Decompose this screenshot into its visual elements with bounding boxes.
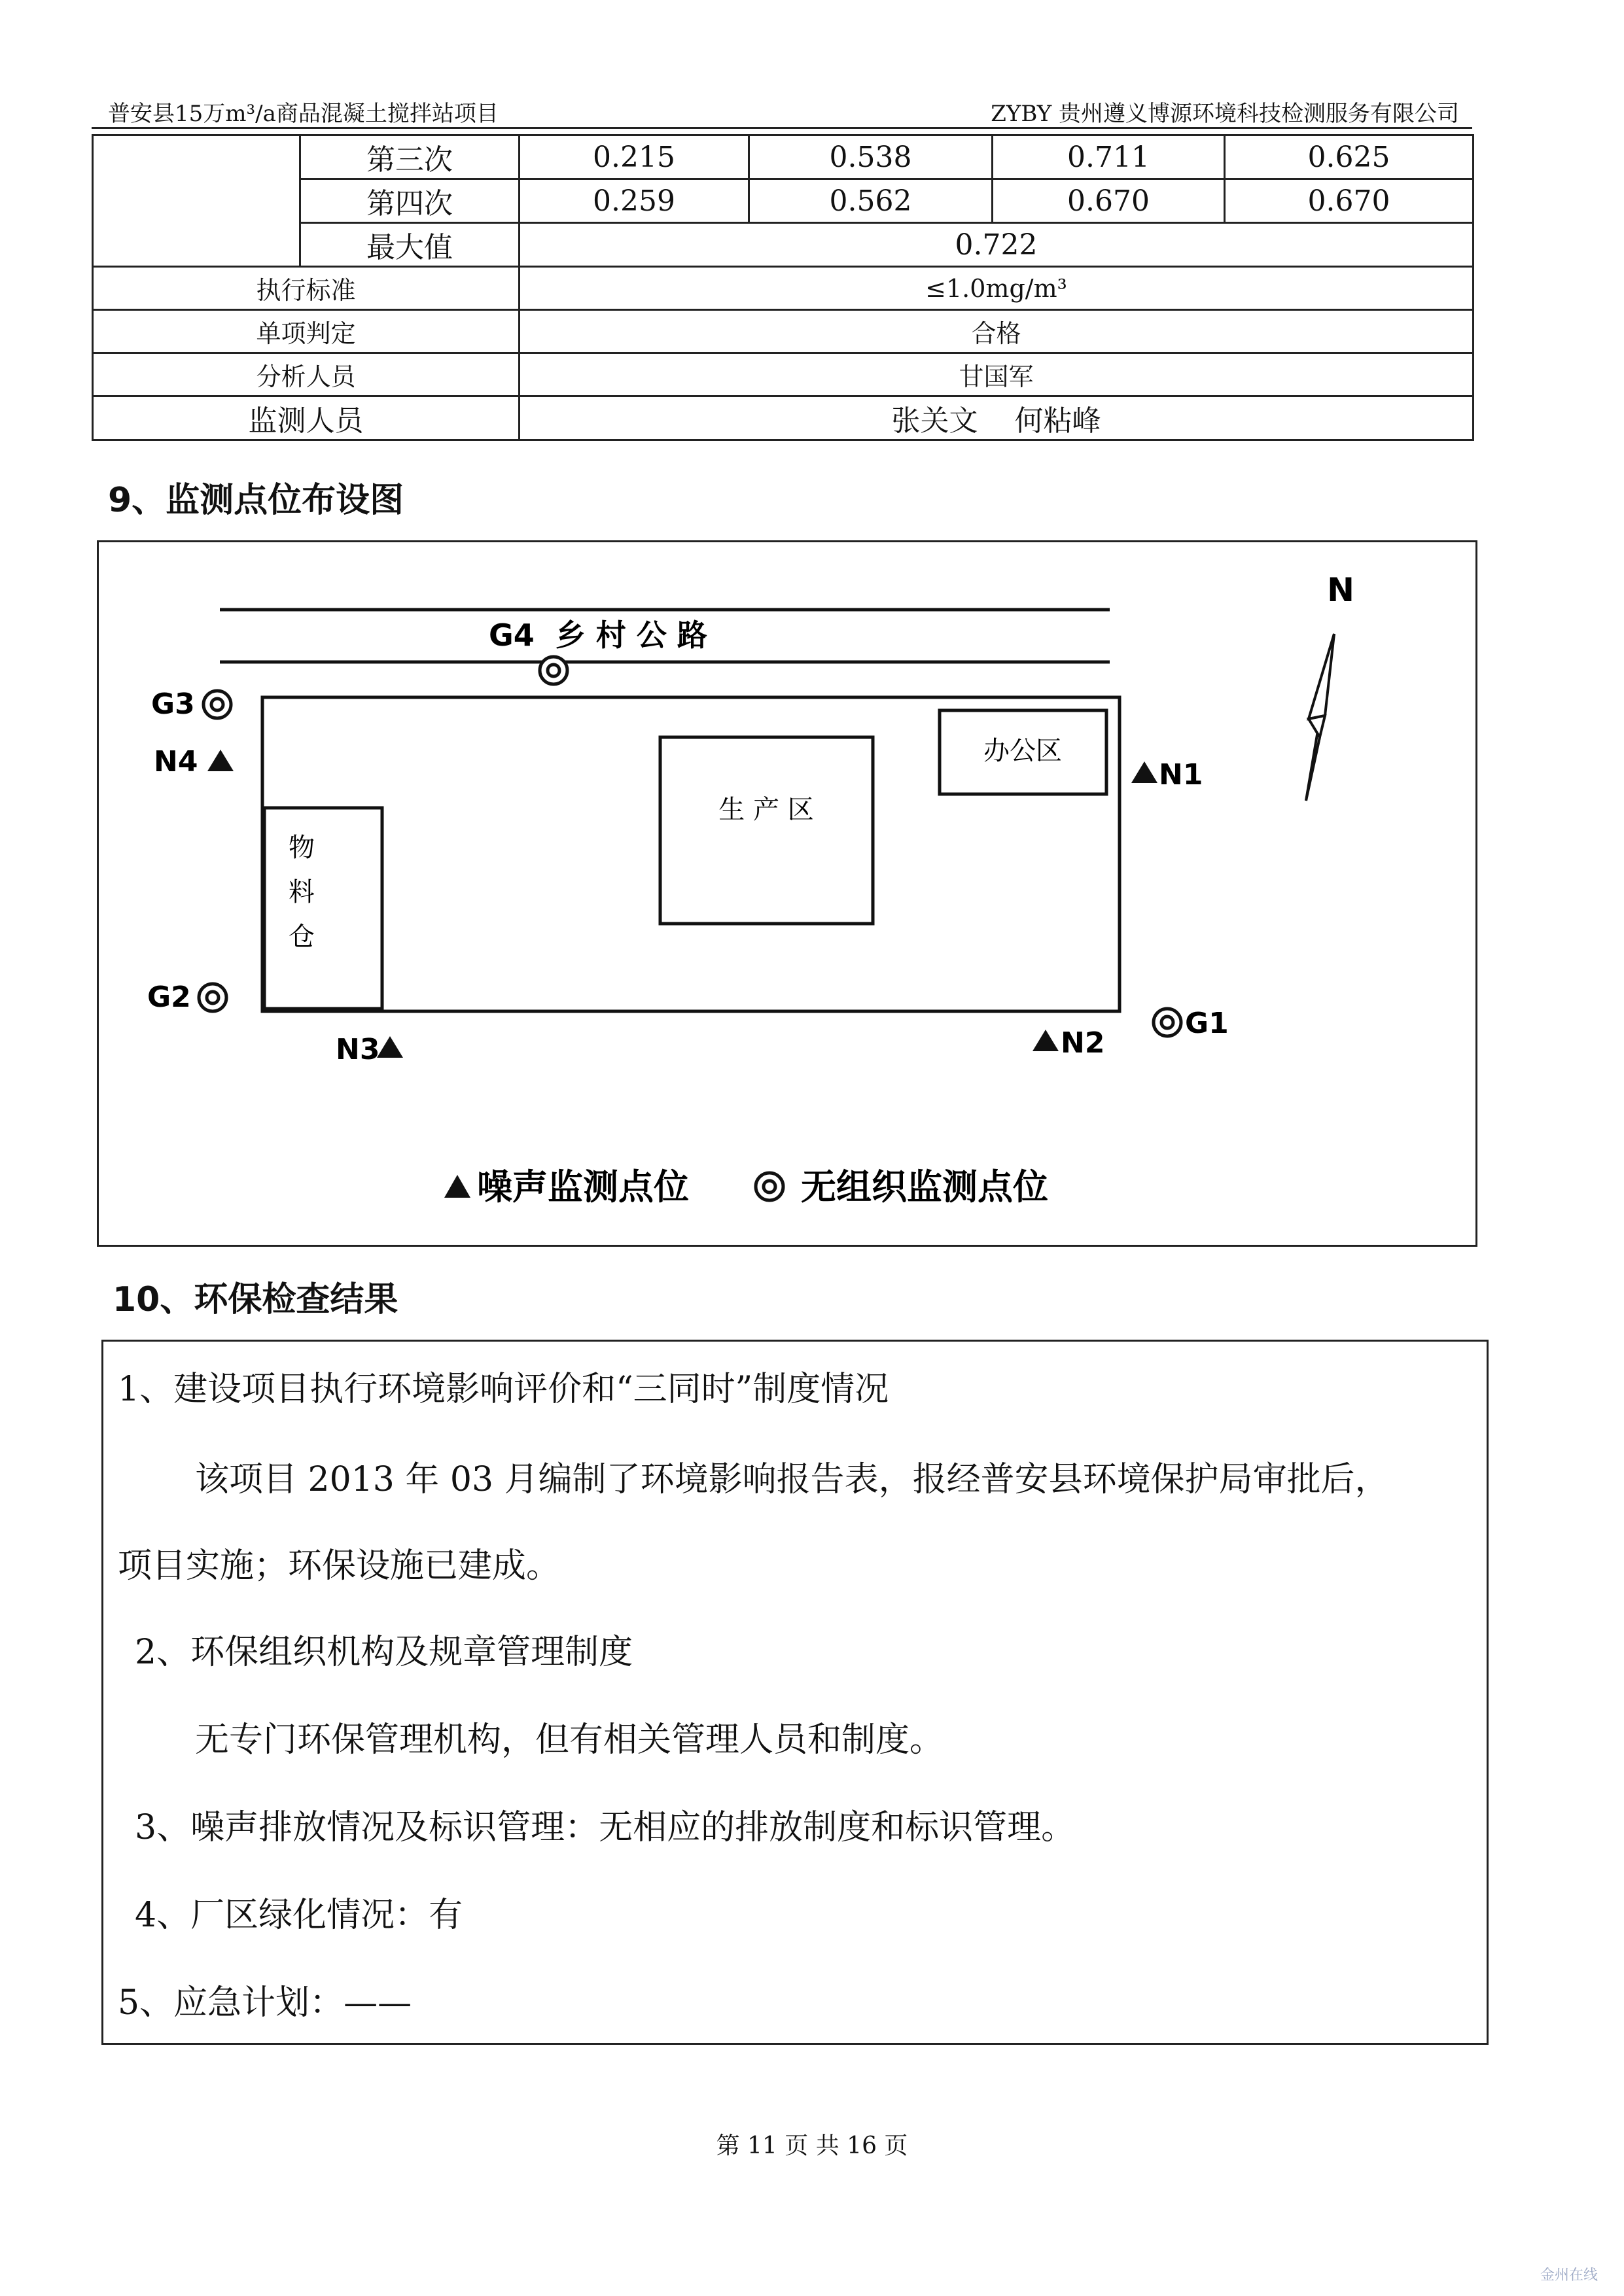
table-cell: 0.259: [520, 179, 749, 223]
monitor-value: 张关文 何粘峰: [520, 396, 1474, 440]
table-row: [93, 179, 1474, 223]
page-footer: 第 11 页 共 16 页: [716, 2132, 908, 2159]
table-row: [93, 310, 1474, 353]
table-row: [93, 223, 1474, 267]
check-line-3: 项目实施；环保设施已建成。: [118, 1546, 561, 1586]
table-row: [93, 135, 1474, 179]
n1-label: N1: [1159, 758, 1203, 791]
g3-point-icon: [203, 691, 231, 718]
inspection-results-box: [101, 1340, 1489, 2045]
row-label: 第三次: [300, 135, 520, 179]
check-line-8: 5、应急计划：——: [118, 1983, 412, 2023]
legend-dust-icon: [756, 1173, 783, 1200]
table-cell: 0.711: [993, 135, 1225, 179]
analyst-value: 甘国军: [520, 353, 1474, 396]
analyst-label: 分析人员: [93, 353, 520, 396]
monitoring-map: [97, 540, 1477, 1247]
g1-label: G1: [1185, 1007, 1229, 1040]
table-cell: 0.670: [993, 179, 1225, 223]
n3-label: N3: [336, 1033, 380, 1066]
section-10-title: 10、环保检查结果: [113, 1280, 398, 1319]
table-cell-merged: [93, 135, 300, 267]
warehouse-label-3: 仓: [289, 922, 315, 952]
legend-noise-icon: [444, 1175, 470, 1198]
production-area: [660, 737, 873, 924]
north-arrow-icon: [1306, 634, 1334, 801]
check-line-4: 2、环保组织机构及规章管理制度: [135, 1633, 633, 1672]
map-canvas: [99, 542, 1479, 1249]
table-row: [93, 267, 1474, 310]
results-table: [92, 134, 1474, 441]
n2-point-icon: [1033, 1030, 1059, 1051]
header-company-name: ZYBY 贵州遵义博源环境科技检测服务有限公司: [991, 101, 1459, 127]
watermark: 金州在线: [1540, 2267, 1598, 2284]
n3-point-icon: [377, 1036, 403, 1058]
max-value: 0.722: [520, 223, 1474, 267]
legend-noise-label: 噪声监测点位: [477, 1166, 689, 1208]
judgement-value: 合格: [520, 310, 1474, 353]
check-line-5: 无专门环保管理机构，但有相关管理人员和制度。: [195, 1720, 944, 1760]
standard-value: ≤1.0mg/m³: [520, 267, 1474, 310]
warehouse-label-2: 料: [289, 877, 315, 907]
g1-point-icon: [1154, 1009, 1181, 1036]
g2-point-icon: [199, 984, 226, 1011]
n4-label: N4: [154, 745, 198, 778]
check-line-2: 该项目 2013 年 03 月编制了环境影响报告表，报经普安县环境保护局审批后，: [195, 1460, 1389, 1499]
max-label: 最大值: [300, 223, 520, 267]
n4-point-icon: [207, 750, 234, 771]
warehouse-label-1: 物: [289, 833, 315, 863]
table-cell: 0.538: [749, 135, 993, 179]
header-divider: [92, 127, 1472, 129]
table-cell: 0.562: [749, 179, 993, 223]
monitor-label: 监测人员: [93, 396, 520, 440]
production-label: 生 产 区: [718, 795, 814, 825]
table-cell: 0.215: [520, 135, 749, 179]
header-project-title: 普安县15万m³/a商品混凝土搅拌站项目: [108, 101, 499, 127]
standard-label: 执行标准: [93, 267, 520, 310]
table-cell: 0.670: [1225, 179, 1474, 223]
row-label: 第四次: [300, 179, 520, 223]
legend-dust-label: 无组织监测点位: [801, 1166, 1048, 1208]
section-9-title: 9、监测点位布设图: [108, 481, 404, 520]
judgement-label: 单项判定: [93, 310, 520, 353]
check-line-1: 1、建设项目执行环境影响评价和“三同时”制度情况: [118, 1370, 889, 1409]
office-label: 办公区: [983, 736, 1062, 766]
g4-point-icon: [540, 657, 567, 684]
north-label: N: [1327, 571, 1354, 609]
g3-label: G3: [151, 687, 195, 721]
table-cell: 0.625: [1225, 135, 1474, 179]
check-line-7: 4、厂区绿化情况：有: [135, 1896, 463, 1935]
g2-label: G2: [147, 981, 191, 1014]
table-row: [93, 353, 1474, 396]
table-row: [93, 396, 1474, 440]
check-line-6: 3、噪声排放情况及标识管理：无相应的排放制度和标识管理。: [135, 1808, 1076, 1847]
warehouse-area: [264, 808, 382, 1009]
n1-point-icon: [1131, 761, 1157, 783]
road-label: G4 乡 村 公 路: [489, 617, 707, 653]
n2-label: N2: [1061, 1026, 1105, 1060]
